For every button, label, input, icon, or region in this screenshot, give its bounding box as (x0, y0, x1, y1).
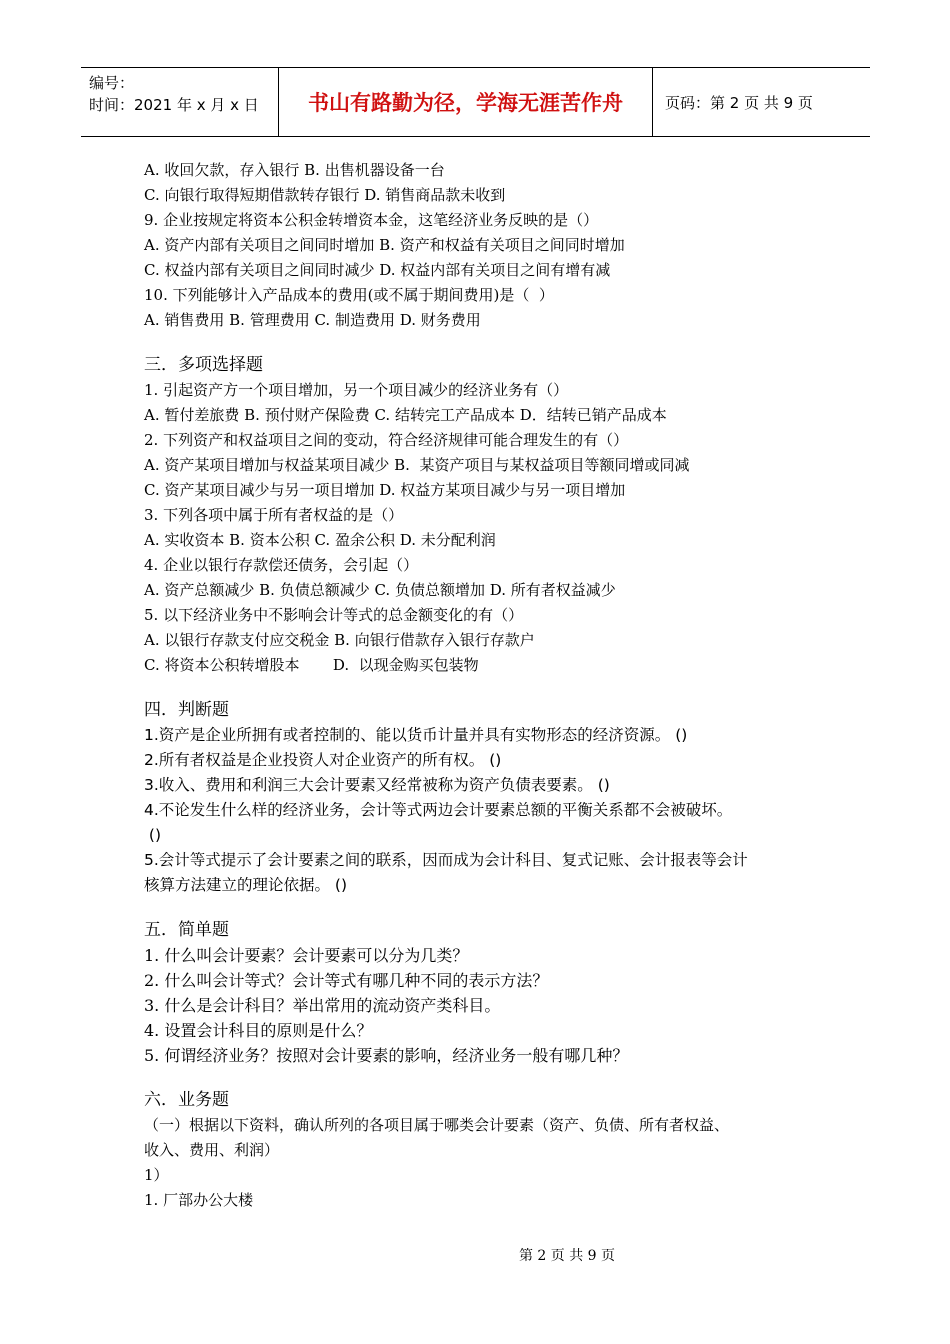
page-header (81, 67, 870, 137)
header-meta (81, 68, 279, 136)
text-line: C. 权益内部有关项目之间同时减少 D. 权益内部有关项目之间有增有减 (144, 261, 611, 279)
text-line: A. 暂付差旅费 B. 预付财产保险费 C. 结转完工产品成本 D．结转已销产品成本 (144, 406, 667, 424)
number-label: 编号： (89, 74, 135, 92)
text-line: 10. 下列能够计入产品成本的费用(或不属于期间费用)是（ ） (144, 286, 554, 304)
text-line: 3.收入、费用和利润三大会计要素又经常被称为资产负债表要素。 () (144, 776, 610, 794)
text-line: 1.资产是企业所拥有或者控制的、能以货币计量并具有实物形态的经济资源。 () (144, 726, 688, 744)
section-title: 四．判断题 (144, 700, 229, 720)
text-line: 4. 企业以银行存款偿还债务，会引起（） (144, 556, 419, 574)
text-line: 核算方法建立的理论依据。 () (144, 876, 348, 894)
text-line: A. 实收资本 B. 资本公积 C. 盈余公积 D. 未分配利润 (144, 531, 496, 549)
text-line: A. 资产内部有关项目之间同时增加 B. 资产和权益有关项目之间同时增加 (144, 236, 625, 254)
text-line: C. 资产某项目减少与另一项目增加 D. 权益方某项目减少与另一项目增加 (144, 481, 626, 499)
page-footer: 第 2 页 共 9 页 (518, 1248, 616, 1264)
text-line: 收入、费用、利润） (144, 1141, 280, 1159)
text-line: 5. 以下经济业务中不影响会计等式的总金额变化的有（） (144, 606, 524, 624)
text-line: A. 销售费用 B. 管理费用 C. 制造费用 D. 财务费用 (144, 311, 481, 329)
text-line: 2.所有者权益是企业投资人对企业资产的所有权。 () (144, 751, 502, 769)
section-title: 五．简单题 (144, 920, 229, 940)
text-line: 1. 引起资产方一个项目增加，另一个项目减少的经济业务有（） (144, 381, 569, 399)
date-label: 时间：2021 年 x 月 x 日 (89, 96, 259, 114)
text-line: () (144, 826, 162, 844)
text-line: A. 以银行存款支付应交税金 B. 向银行借款存入银行存款户 (144, 631, 535, 649)
text-line: 2. 什么叫会计等式？会计等式有哪几种不同的表示方法？ (144, 971, 549, 990)
document-body (144, 158, 804, 1213)
text-line: 1. 厂部办公大楼 (144, 1191, 254, 1209)
text-line: A. 收回欠款，存入银行 B. 出售机器设备一台 (144, 161, 445, 179)
text-line: 5.会计等式提示了会计要素之间的联系，因而成为会计科目、复式记账、会计报表等会计 (144, 851, 748, 869)
text-line: C. 向银行取得短期借款转存银行 D. 销售商品款未收到 (144, 186, 506, 204)
text-line: A. 资产某项目增加与权益某项目减少 B. 某资产项目与某权益项目等额同增或同减 (144, 456, 690, 474)
section-title: 三．多项选择题 (144, 355, 263, 375)
text-line: 4. 设置会计科目的原则是什么？ (144, 1021, 373, 1040)
text-line: 5. 何谓经济业务？按照对会计要素的影响，经济业务一般有哪几种？ (144, 1046, 629, 1065)
text-line: C. 将资本公积转增股本 D. 以现金购买包装物 (144, 656, 479, 674)
section-title: 六．业务题 (144, 1090, 229, 1110)
text-line: 3. 下列各项中属于所有者权益的是（） (144, 506, 404, 524)
header-motto: 书山有路勤为径，学海无涯苦作舟 (279, 68, 653, 136)
text-line: A. 资产总额减少 B. 负债总额减少 C. 负债总额增加 D. 所有者权益减少 (144, 581, 616, 599)
text-line: 2. 下列资产和权益项目之间的变动，符合经济规律可能合理发生的有（） (144, 431, 629, 449)
text-line: （一）根据以下资料，确认所列的各项目属于哪类会计要素（资产、负债、所有者权益、 (144, 1116, 730, 1134)
text-line: 3. 什么是会计科目？举出常用的流动资产类科目。 (144, 996, 501, 1015)
text-line: 1） (144, 1166, 169, 1184)
text-line: 4.不论发生什么样的经济业务，会计等式两边会计要素总额的平衡关系都不会被破坏。 (144, 801, 733, 819)
text-line: 1. 什么叫会计要素？会计要素可以分为几类？ (144, 946, 469, 965)
text-line: 9. 企业按规定将资本公积金转增资本金，这笔经济业务反映的是（） (144, 211, 599, 229)
header-page-label: 页码：第 2 页 共 9 页 (665, 93, 813, 112)
